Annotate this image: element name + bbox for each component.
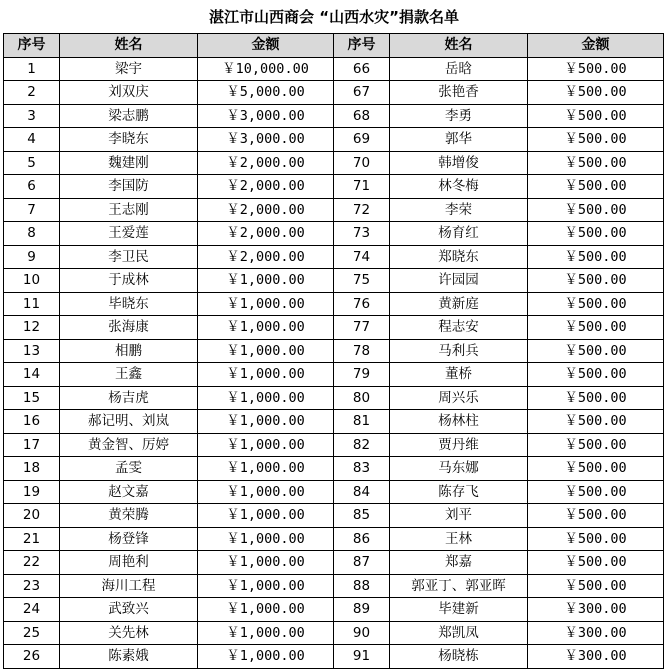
amount-cell: ￥2,000.00 (198, 175, 334, 199)
seq-cell: 82 (334, 433, 390, 457)
name-cell: 马利兵 (390, 339, 528, 363)
name-cell: 黄荣腾 (60, 504, 198, 528)
name-cell: 王志刚 (60, 198, 198, 222)
name-cell: 魏建刚 (60, 151, 198, 175)
name-cell: 郑晓东 (390, 245, 528, 269)
name-cell: 王鑫 (60, 363, 198, 387)
name-cell: 黄金智、厉婷 (60, 433, 198, 457)
header-seq-left: 序号 (4, 34, 60, 58)
amount-cell: ￥500.00 (528, 81, 664, 105)
seq-cell: 81 (334, 410, 390, 434)
table-row (4, 151, 664, 175)
table-row (4, 222, 664, 246)
name-cell: 梁志鹏 (60, 104, 198, 128)
table-header-row (4, 34, 664, 58)
amount-cell: ￥1,000.00 (198, 292, 334, 316)
name-cell: 林冬梅 (390, 175, 528, 199)
amount-cell: ￥500.00 (528, 386, 664, 410)
seq-cell: 11 (4, 292, 60, 316)
name-cell: 李晓东 (60, 128, 198, 152)
seq-cell: 69 (334, 128, 390, 152)
table-row (4, 598, 664, 622)
amount-cell: ￥500.00 (528, 480, 664, 504)
table-body (4, 57, 664, 668)
seq-cell: 3 (4, 104, 60, 128)
name-cell: 郭华 (390, 128, 528, 152)
header-seq-right: 序号 (334, 34, 390, 58)
amount-cell: ￥500.00 (528, 128, 664, 152)
amount-cell: ￥300.00 (528, 645, 664, 669)
seq-cell: 7 (4, 198, 60, 222)
table-row (4, 480, 664, 504)
amount-cell: ￥1,000.00 (198, 551, 334, 575)
name-cell: 黄新庭 (390, 292, 528, 316)
amount-cell: ￥500.00 (528, 363, 664, 387)
amount-cell: ￥500.00 (528, 504, 664, 528)
seq-cell: 88 (334, 574, 390, 598)
name-cell: 李卫民 (60, 245, 198, 269)
seq-cell: 72 (334, 198, 390, 222)
name-cell: 郑凯凤 (390, 621, 528, 645)
seq-cell: 71 (334, 175, 390, 199)
name-cell: 张艳香 (390, 81, 528, 105)
amount-cell: ￥3,000.00 (198, 104, 334, 128)
seq-cell: 90 (334, 621, 390, 645)
amount-cell: ￥1,000.00 (198, 621, 334, 645)
name-cell: 刘平 (390, 504, 528, 528)
seq-cell: 80 (334, 386, 390, 410)
name-cell: 贾丹维 (390, 433, 528, 457)
seq-cell: 78 (334, 339, 390, 363)
table-row (4, 645, 664, 669)
document-title: 湛江市山西商会 “山西水灾”捐款名单 (209, 8, 459, 26)
amount-cell: ￥1,000.00 (198, 363, 334, 387)
name-cell: 武致兴 (60, 598, 198, 622)
amount-cell: ￥2,000.00 (198, 222, 334, 246)
seq-cell: 89 (334, 598, 390, 622)
seq-cell: 79 (334, 363, 390, 387)
name-cell: 董桥 (390, 363, 528, 387)
header-amount-left: 金额 (198, 34, 334, 58)
seq-cell: 74 (334, 245, 390, 269)
amount-cell: ￥1,000.00 (198, 574, 334, 598)
seq-cell: 84 (334, 480, 390, 504)
amount-cell: ￥1,000.00 (198, 527, 334, 551)
amount-cell: ￥1,000.00 (198, 645, 334, 669)
seq-cell: 15 (4, 386, 60, 410)
seq-cell: 8 (4, 222, 60, 246)
header-name-right: 姓名 (390, 34, 528, 58)
seq-cell: 20 (4, 504, 60, 528)
amount-cell: ￥2,000.00 (198, 151, 334, 175)
name-cell: 海川工程 (60, 574, 198, 598)
amount-cell: ￥1,000.00 (198, 386, 334, 410)
table-row (4, 386, 664, 410)
table-row (4, 551, 664, 575)
amount-cell: ￥500.00 (528, 574, 664, 598)
name-cell: 刘双庆 (60, 81, 198, 105)
name-cell: 张海康 (60, 316, 198, 340)
seq-cell: 22 (4, 551, 60, 575)
table-row (4, 269, 664, 293)
amount-cell: ￥1,000.00 (198, 410, 334, 434)
table-row (4, 316, 664, 340)
seq-cell: 26 (4, 645, 60, 669)
name-cell: 杨晓栋 (390, 645, 528, 669)
table-row (4, 292, 664, 316)
header-amount-right: 金额 (528, 34, 664, 58)
table-row (4, 457, 664, 481)
name-cell: 周艳利 (60, 551, 198, 575)
amount-cell: ￥1,000.00 (198, 433, 334, 457)
amount-cell: ￥1,000.00 (198, 480, 334, 504)
amount-cell: ￥500.00 (528, 175, 664, 199)
amount-cell: ￥2,000.00 (198, 245, 334, 269)
seq-cell: 68 (334, 104, 390, 128)
amount-cell: ￥500.00 (528, 269, 664, 293)
name-cell: 周兴乐 (390, 386, 528, 410)
amount-cell: ￥500.00 (528, 151, 664, 175)
name-cell: 陈素娥 (60, 645, 198, 669)
amount-cell: ￥1,000.00 (198, 269, 334, 293)
amount-cell: ￥2,000.00 (198, 198, 334, 222)
table-row (4, 175, 664, 199)
amount-cell: ￥500.00 (528, 551, 664, 575)
seq-cell: 9 (4, 245, 60, 269)
table-row (4, 504, 664, 528)
amount-cell: ￥500.00 (528, 457, 664, 481)
amount-cell: ￥500.00 (528, 245, 664, 269)
seq-cell: 75 (334, 269, 390, 293)
table-row (4, 339, 664, 363)
name-cell: 郑嘉 (390, 551, 528, 575)
donation-table (3, 33, 664, 669)
seq-cell: 10 (4, 269, 60, 293)
name-cell: 孟雯 (60, 457, 198, 481)
name-cell: 毕建新 (390, 598, 528, 622)
seq-cell: 83 (334, 457, 390, 481)
seq-cell: 12 (4, 316, 60, 340)
name-cell: 郭亚丁、郭亚晖 (390, 574, 528, 598)
name-cell: 关先林 (60, 621, 198, 645)
name-cell: 杨育红 (390, 222, 528, 246)
amount-cell: ￥500.00 (528, 57, 664, 81)
name-cell: 岳晗 (390, 57, 528, 81)
name-cell: 杨登锋 (60, 527, 198, 551)
header-name-left: 姓名 (60, 34, 198, 58)
seq-cell: 67 (334, 81, 390, 105)
amount-cell: ￥300.00 (528, 598, 664, 622)
seq-cell: 77 (334, 316, 390, 340)
name-cell: 杨吉虎 (60, 386, 198, 410)
amount-cell: ￥10,000.00 (198, 57, 334, 81)
name-cell: 李勇 (390, 104, 528, 128)
name-cell: 郝记明、刘岚 (60, 410, 198, 434)
seq-cell: 2 (4, 81, 60, 105)
seq-cell: 70 (334, 151, 390, 175)
amount-cell: ￥500.00 (528, 292, 664, 316)
seq-cell: 21 (4, 527, 60, 551)
seq-cell: 73 (334, 222, 390, 246)
name-cell: 李国防 (60, 175, 198, 199)
seq-cell: 91 (334, 645, 390, 669)
amount-cell: ￥1,000.00 (198, 457, 334, 481)
seq-cell: 24 (4, 598, 60, 622)
name-cell: 程志安 (390, 316, 528, 340)
name-cell: 梁宇 (60, 57, 198, 81)
table-row (4, 410, 664, 434)
name-cell: 杨林柱 (390, 410, 528, 434)
seq-cell: 18 (4, 457, 60, 481)
amount-cell: ￥5,000.00 (198, 81, 334, 105)
amount-cell: ￥500.00 (528, 316, 664, 340)
seq-cell: 76 (334, 292, 390, 316)
amount-cell: ￥1,000.00 (198, 339, 334, 363)
amount-cell: ￥300.00 (528, 621, 664, 645)
table-row (4, 621, 664, 645)
amount-cell: ￥500.00 (528, 527, 664, 551)
table-row (4, 198, 664, 222)
seq-cell: 66 (334, 57, 390, 81)
seq-cell: 86 (334, 527, 390, 551)
table-row (4, 128, 664, 152)
amount-cell: ￥500.00 (528, 104, 664, 128)
table-row (4, 433, 664, 457)
table-row (4, 527, 664, 551)
name-cell: 马东娜 (390, 457, 528, 481)
table-row (4, 574, 664, 598)
seq-cell: 5 (4, 151, 60, 175)
seq-cell: 14 (4, 363, 60, 387)
name-cell: 相鹏 (60, 339, 198, 363)
seq-cell: 16 (4, 410, 60, 434)
amount-cell: ￥1,000.00 (198, 504, 334, 528)
seq-cell: 19 (4, 480, 60, 504)
name-cell: 韩增俊 (390, 151, 528, 175)
name-cell: 许园园 (390, 269, 528, 293)
amount-cell: ￥3,000.00 (198, 128, 334, 152)
table-row (4, 81, 664, 105)
amount-cell: ￥500.00 (528, 198, 664, 222)
seq-cell: 4 (4, 128, 60, 152)
name-cell: 王林 (390, 527, 528, 551)
table-row (4, 363, 664, 387)
seq-cell: 87 (334, 551, 390, 575)
amount-cell: ￥500.00 (528, 339, 664, 363)
name-cell: 陈存飞 (390, 480, 528, 504)
seq-cell: 85 (334, 504, 390, 528)
name-cell: 李荣 (390, 198, 528, 222)
table-row (4, 245, 664, 269)
seq-cell: 1 (4, 57, 60, 81)
table-row (4, 104, 664, 128)
name-cell: 王爱莲 (60, 222, 198, 246)
seq-cell: 23 (4, 574, 60, 598)
seq-cell: 25 (4, 621, 60, 645)
name-cell: 赵文嘉 (60, 480, 198, 504)
seq-cell: 17 (4, 433, 60, 457)
amount-cell: ￥1,000.00 (198, 316, 334, 340)
name-cell: 于成林 (60, 269, 198, 293)
table-row (4, 57, 664, 81)
name-cell: 毕晓东 (60, 292, 198, 316)
seq-cell: 13 (4, 339, 60, 363)
amount-cell: ￥500.00 (528, 222, 664, 246)
amount-cell: ￥1,000.00 (198, 598, 334, 622)
amount-cell: ￥500.00 (528, 433, 664, 457)
amount-cell: ￥500.00 (528, 410, 664, 434)
seq-cell: 6 (4, 175, 60, 199)
